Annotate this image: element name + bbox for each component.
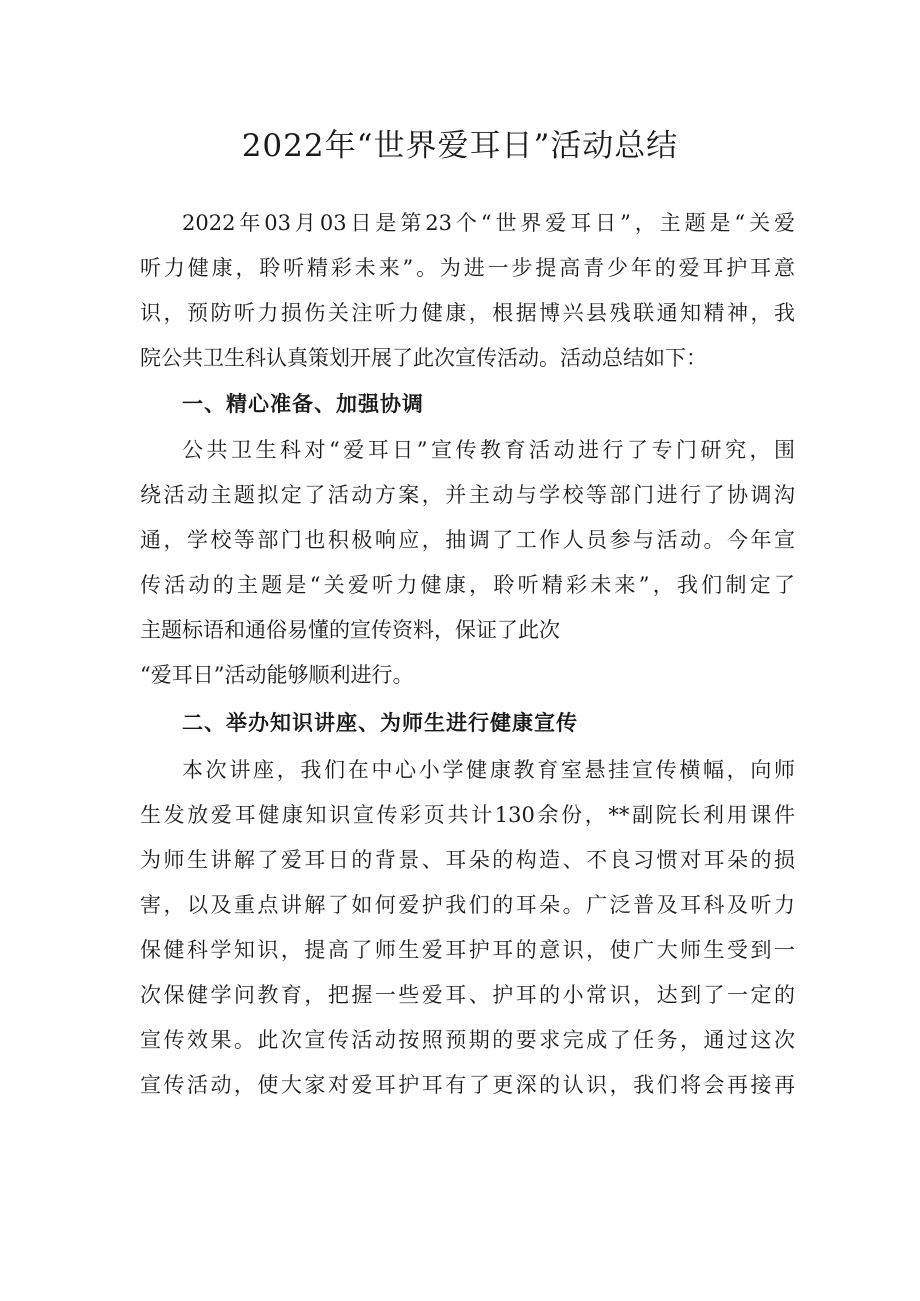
section-2-line-1: 本次讲座，我们在中心小学健康教育室悬挂宣传横幅，向师 bbox=[182, 758, 795, 782]
section-1-line-4: 传活动的主题是“关爱听力健康，聆听精彩未来”，我们制定了 bbox=[140, 573, 795, 597]
section-1-heading: 一、精心准备、加强协调 bbox=[182, 392, 424, 416]
intro-line-2: 听力健康，聆听精彩未来”。为进一步提高青少年的爱耳护耳意 bbox=[140, 256, 795, 280]
intro-line-1: 2022年03月03日是第23个“世界爱耳日”，主题是“关爱 bbox=[182, 211, 795, 235]
section-2-line-5: 保健科学知识，提高了师生爱耳护耳的意识，使广大师生受到一 bbox=[140, 938, 795, 962]
section-2-line-3: 为师生讲解了爱耳日的背景、耳朵的构造、不良习惯对耳朵的损 bbox=[140, 848, 795, 872]
section-1-line-2: 绕活动主题拟定了活动方案，并主动与学校等部门进行了协调沟 bbox=[140, 483, 795, 507]
section-1-line-5: 主题标语和通俗易懂的宣传资料，保证了此次 bbox=[140, 618, 560, 642]
intro-line-3: 识，预防听力损伤关注听力健康，根据博兴县残联通知精神，我 bbox=[140, 301, 795, 325]
section-2-line-7: 宣传效果。此次宣传活动按照预期的要求完成了任务，通过这次 bbox=[140, 1028, 795, 1052]
section-2-line-4: 害，以及重点讲解了如何爱护我们的耳朵。广泛普及耳科及听力 bbox=[140, 893, 795, 917]
intro-line-4: 院公共卫生科认真策划开展了此次宣传活动。活动总结如下： bbox=[140, 346, 707, 370]
section-2-line-2: 生发放爱耳健康知识宣传彩页共计130余份，**副院长利用课件 bbox=[140, 803, 795, 827]
section-1-line-3: 通，学校等部门也积极响应，抽调了工作人员参与活动。今年宣 bbox=[140, 528, 795, 552]
section-2-heading: 二、举办知识讲座、为师生进行健康宣传 bbox=[182, 711, 578, 735]
section-1-line-1: 公共卫生科对“爱耳日”宣传教育活动进行了专门研究，围 bbox=[182, 438, 795, 462]
section-2-line-6: 次保健学问教育，把握一些爱耳、护耳的小常识，达到了一定的 bbox=[140, 983, 795, 1007]
section-1-line-6: “爱耳日”活动能够顺利进行。 bbox=[140, 663, 414, 687]
section-2-line-8: 宣传活动，使大家对爱耳护耳有了更深的认识，我们将会再接再 bbox=[140, 1073, 795, 1097]
document-title: 2022年“世界爱耳日”活动总结 bbox=[241, 128, 679, 164]
